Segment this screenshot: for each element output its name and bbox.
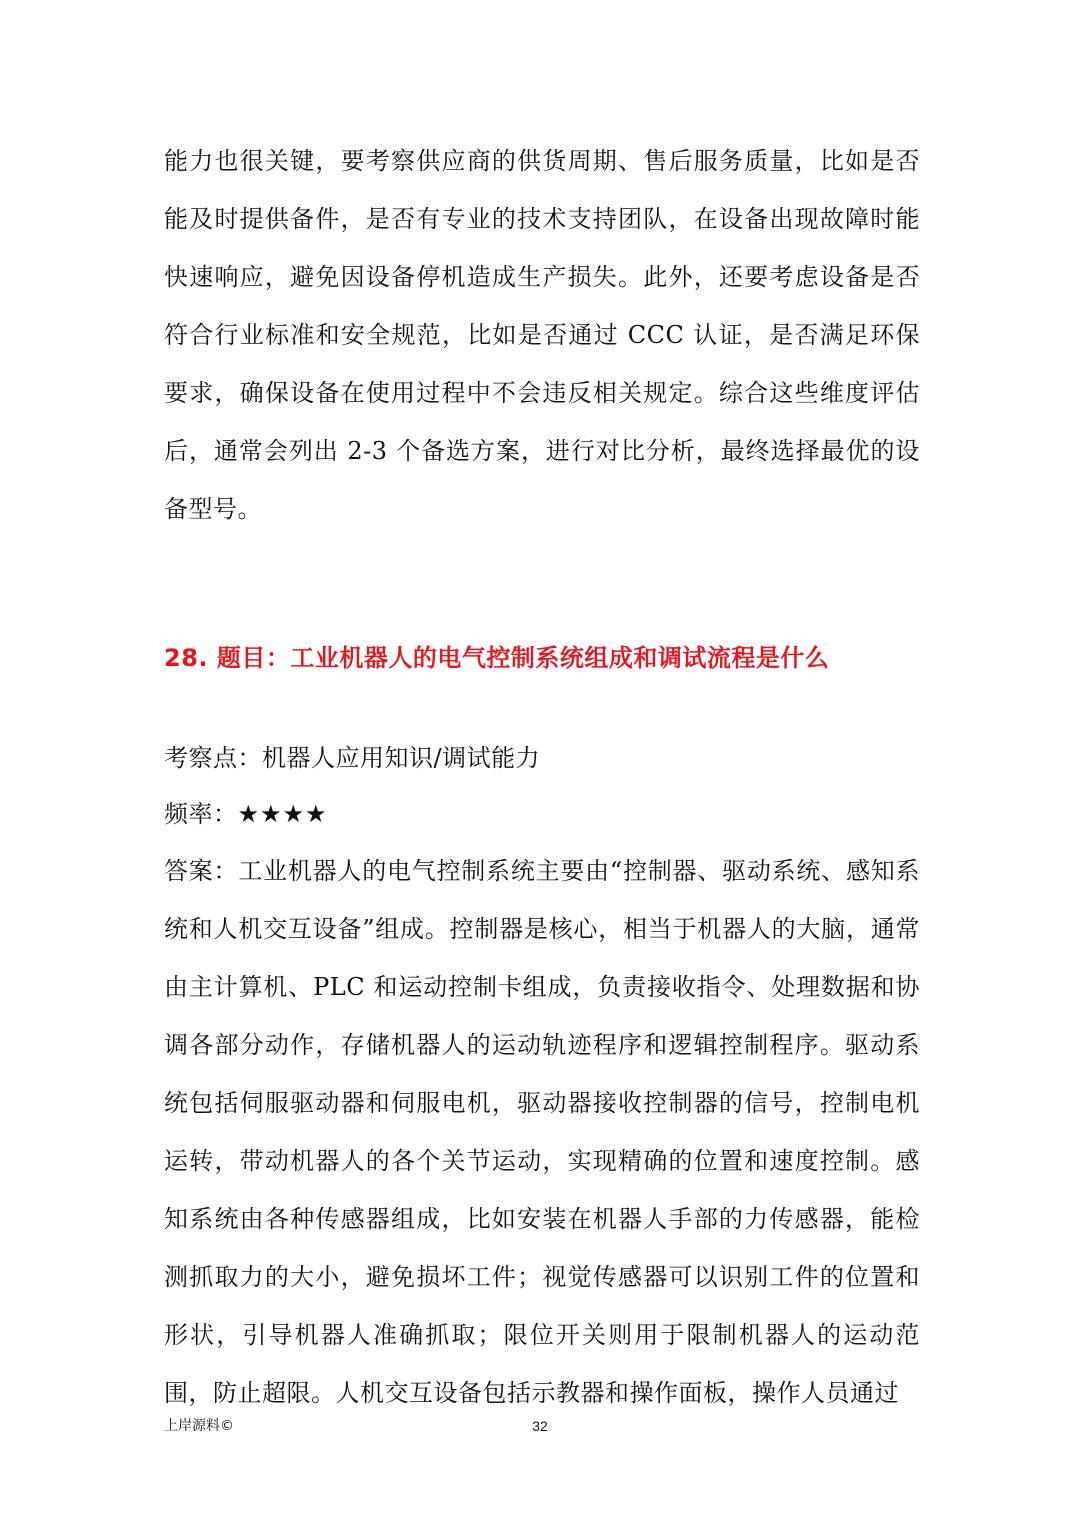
continuation-paragraph: 能力也很关键，要考察供应商的供货周期、售后服务质量，比如是否能及时提供备件，是否有专业的技术支持团队，在设备出现故障时能快速响应，避免因设备停机造成生产损失。此外，还要考虑设备是否符合行业标准和安全规范，比如是否通过 CCC 认证，是否满足环保要求，确保设备在使用过程中不会违反相关规定。综合这些维度评估后，通常会列出 2-3 个备选方案，进行对比分析，最终选择最优的设备型号。 <box>164 147 920 523</box>
page-number: 32 <box>532 1418 548 1434</box>
answer-paragraph: 答案：工业机器人的电气控制系统主要由“控制器、驱动系统、感知系统和人机交互设备”组成。控制器是核心，相当于机器人的大脑，通常由主计算机、PLC 和运动控制卡组成，负责接收指令、处理数据和协调各部分动作，存储机器人的运动轨迹程序和逻辑控制程序。驱动系统包括伺服驱动器和伺服电机，驱动器接收控制器的信号，控制电机运转，带动机器人的各个关节运动，实现精确的位置和速度控制。感知系统由各种传感器组成，比如安装在机器人手部的力传感器，能检测抓取力的大小，避免损坏工件；视觉传感器可以识别工件的位置和形状，引导机器人准确抓取；限位开关则用于限制机器人的运动范围，防止超限。人机交互设备包括示教器和操作面板，操作人员通过 <box>164 857 920 1407</box>
page-content <box>164 132 920 1422</box>
exam-point: 考察点：机器人应用知识/调试能力 <box>164 744 541 772</box>
question-heading: 28. 题目：工业机器人的电气控制系统组成和调试流程是什么 <box>164 644 830 672</box>
frequency-stars-icon: ★★★★ <box>237 800 328 828</box>
footer-source: 上岸源料© <box>164 1418 234 1434</box>
frequency-label: 频率： <box>164 800 238 828</box>
frequency-line <box>164 786 920 842</box>
